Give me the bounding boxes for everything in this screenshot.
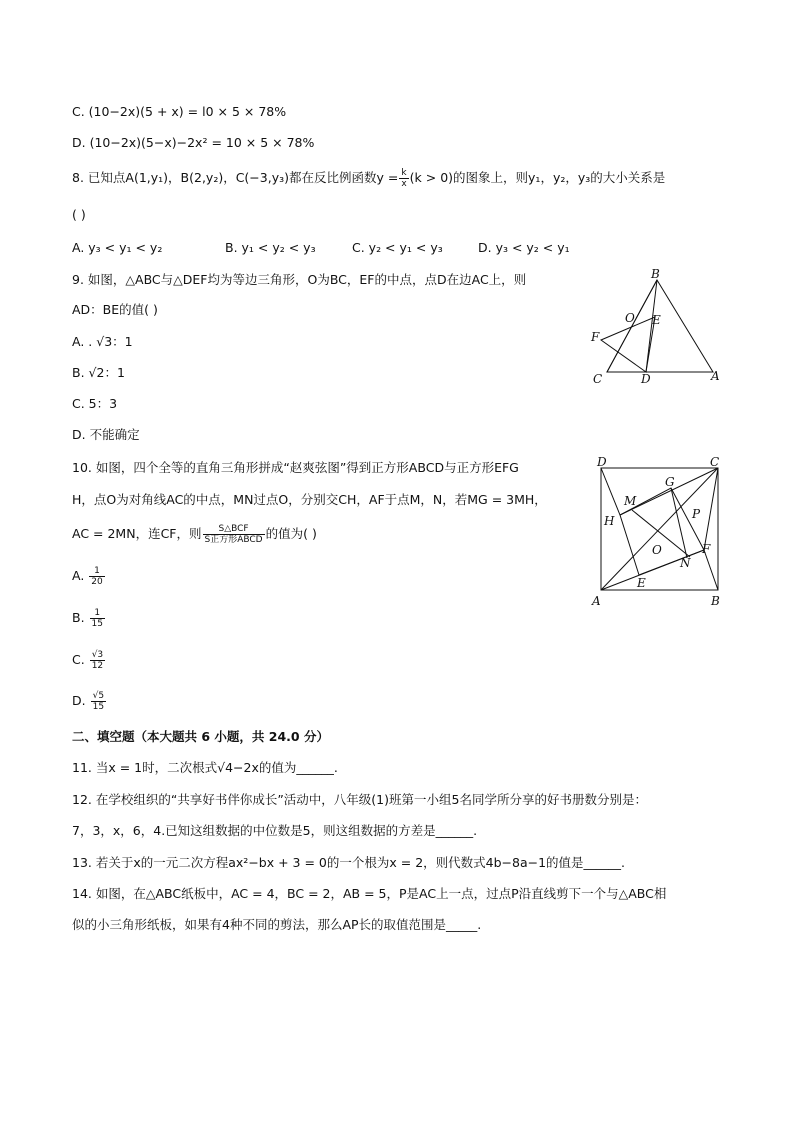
q14-line-2: 似的小三角形纸板，如果有4种不同的剪法，那么AP长的取值范围是_____. [72, 917, 482, 932]
q10-option-a-den: 20 [91, 577, 103, 587]
label-b: B [711, 594, 720, 608]
q8-fraction [399, 168, 408, 189]
label-o: O [625, 311, 635, 325]
q10-option-d-den: 15 [92, 702, 105, 712]
label-c: C [593, 372, 603, 386]
q10-option-a-num: 1 [89, 566, 104, 577]
label-a: A [592, 594, 601, 608]
q9-stem-2: AD：BE的值( ) [72, 302, 158, 317]
label-e: E [652, 313, 661, 327]
q10-option-b-den: 15 [91, 619, 103, 629]
q10-option-b-num: 1 [90, 608, 105, 619]
q8-frac-num: k [399, 168, 408, 179]
section-heading-fill-in: 二、填空题（本大题共 6 小题，共 24.0 分） [72, 729, 329, 744]
q10-option-d-fraction [91, 691, 106, 712]
q9-option-c: C. 5：3 [72, 396, 118, 411]
q9-figure [585, 262, 725, 390]
q10-stem-3 [72, 524, 317, 545]
segment-dh [601, 468, 620, 515]
q8-option-c: C. y₂ < y₁ < y₃ [352, 240, 443, 255]
q10-option-a-letter: A. [72, 568, 85, 583]
q9-stem-1: 9. 如图，△ABC与△DEF均为等边三角形，O为BC，EF的中点，点D在边AC上，则 [72, 272, 527, 287]
q9-option-a: A. . √3：1 [72, 334, 133, 349]
label-h: H [604, 514, 615, 528]
q10-option-c-fraction [90, 650, 105, 671]
q10-stem-1: 10. 如图，四个全等的直角三角形拼成“赵爽弦图”得到正方形ABCD与正方形EFG [72, 460, 519, 475]
q7-option-c: C. (10−2x)(5 + x) = l0 × 5 × 78% [72, 104, 287, 119]
q8-option-b: B. y₁ < y₂ < y₃ [225, 240, 316, 255]
q9-triangle-diagram [585, 262, 725, 390]
q12-line-2: 7，3，x，6，4.已知这组数据的中位数是5，则这组数据的方差是______. [72, 823, 478, 838]
label-g: G [665, 475, 675, 489]
q10-stem-3a: AC = 2MN，连CF，则 [72, 526, 202, 541]
label-e: E [637, 576, 646, 590]
label-c: C [710, 455, 720, 469]
q11: 11. 当x = 1时，二次根式√4−2x的值为______. [72, 760, 338, 775]
q8-stem [72, 168, 665, 189]
q10-option-b [72, 608, 106, 629]
q10-option-c-num: √3 [91, 650, 104, 660]
diagonal-ac [601, 468, 718, 590]
q10-stem-3b: 的值为( ) [265, 526, 317, 541]
q10-option-d-num: √5 [92, 691, 105, 701]
q10-figure [590, 455, 730, 610]
q8-stem-b: (k > 0)的图象上，则y₁，y₂，y₃的大小关系是 [409, 170, 666, 185]
q10-option-d-letter: D. [72, 693, 86, 708]
q10-option-c-letter: C. [72, 652, 85, 667]
q10-option-d [72, 691, 107, 712]
label-f: F [702, 542, 711, 556]
q7-option-d: D. (10−2x)(5−x)−2x² = 10 × 5 × 78% [72, 135, 315, 150]
q10-option-c-den: 12 [91, 661, 104, 671]
segment-bf [704, 550, 718, 590]
label-b: B [651, 267, 660, 281]
q8-paren: ( ) [72, 207, 86, 222]
label-m: M [624, 494, 637, 508]
label-o: O [652, 543, 662, 557]
q9-option-b: B. √2：1 [72, 365, 125, 380]
q13: 13. 若关于x的一元二次方程ax²−bx + 3 = 0的一个根为x = 2，则代数式4b−8a−1的值是______. [72, 855, 626, 870]
label-d: D [597, 455, 607, 469]
q10-option-a [72, 566, 106, 587]
q14-line-1: 14. 如图，在△ABC纸板中，AC = 4，BC = 2，AB = 5，P是AC上一点，过点P沿直线剪下一个与△ABC相 [72, 886, 667, 901]
q12-line-1: 12. 在学校组织的“共享好书伴你成长”活动中，八年级(1)班第一小组5名同学所分享的好书册数分别是： [72, 792, 647, 807]
label-p: P [692, 507, 701, 521]
label-d: D [641, 372, 651, 386]
q10-fraction [203, 524, 265, 545]
label-n: N [680, 556, 691, 570]
q9-option-d: D. 不能确定 [72, 427, 140, 442]
label-f: F [591, 330, 600, 344]
q10-frac-num: S△BCF [203, 524, 265, 535]
q10-square-diagram [590, 455, 730, 610]
q10-frac-den: S正方形ABCD [204, 535, 263, 545]
q8-option-d: D. y₃ < y₂ < y₁ [478, 240, 570, 255]
q8-frac-den: x [401, 179, 407, 189]
q8-option-a: A. y₃ < y₁ < y₂ [72, 240, 163, 255]
q10-option-b-letter: B. [72, 610, 85, 625]
q8-stem-a: 8. 已知点A(1,y₁)，B(2,y₂)，C(−3,y₃)都在反比例函数y = [72, 170, 399, 185]
q10-option-c [72, 650, 106, 671]
segment-bc [607, 280, 657, 372]
q10-stem-2: H，点O为对角线AC的中点，MN过点O，分别交CH，AF于点M，N，若MG = 3MH， [72, 492, 547, 507]
q10-option-b-fraction [90, 608, 105, 629]
q10-option-a-fraction [89, 566, 104, 587]
label-a: A [711, 369, 720, 383]
